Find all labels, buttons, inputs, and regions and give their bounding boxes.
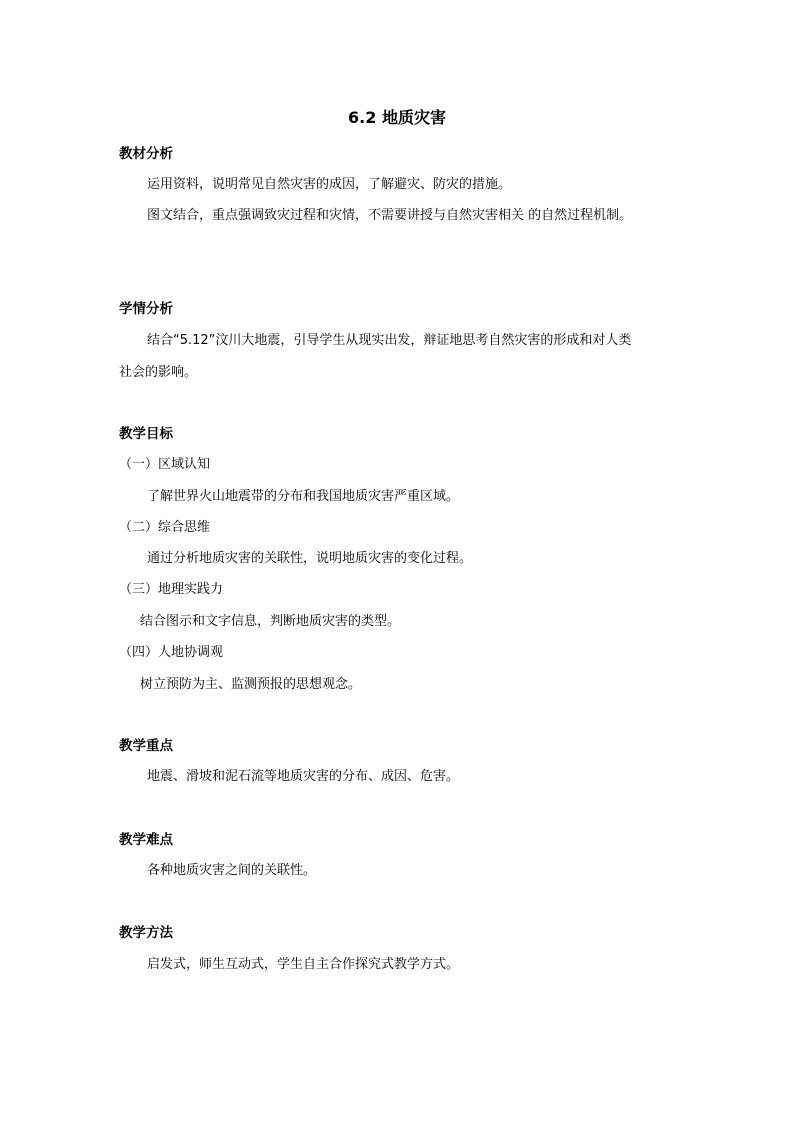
heading-key-points: 教学重点 <box>119 738 173 754</box>
students-paragraph-line-2: 社会的影响。 <box>119 365 198 380</box>
key-points-paragraph: 地震、滑坡和泥石流等地质灾害的分布、成因、危害。 <box>147 769 460 784</box>
heading-student-analysis: 学情分析 <box>119 301 173 317</box>
textbook-paragraph-1: 运用资料，说明常见自然灾害的成因，了解避灾、防灾的措施。 <box>147 177 512 192</box>
heading-teaching-goals: 教学目标 <box>119 426 173 442</box>
textbook-paragraph-2: 图文结合，重点强调致灾过程和灾情，不需要讲授与自然灾害相关 的自然过程机制。 <box>147 208 633 223</box>
goal-text-region: 了解世界火山地震带的分布和我国地质灾害严重区域。 <box>147 489 460 504</box>
goal-label-harmony: （四）人地协调观 <box>119 645 224 660</box>
goal-text-thinking: 通过分析地质灾害的关联性，说明地质灾害的变化过程。 <box>147 551 473 566</box>
goal-label-region: （一）区域认知 <box>119 457 211 472</box>
goal-text-practice: 结合图示和文字信息，判断地质灾害的类型。 <box>140 614 401 629</box>
methods-paragraph: 启发式，师生互动式，学生自主合作探究式教学方式。 <box>147 957 460 972</box>
heading-difficulties: 教学难点 <box>119 832 173 848</box>
goal-text-harmony: 树立预防为主、监测预报的思想观念。 <box>140 677 362 692</box>
students-paragraph-line-1: 结合“5.12”汶川大地震，引导学生从现实出发，辩证地思考自然灾害的形成和对人类 <box>147 333 632 348</box>
heading-textbook-analysis: 教材分析 <box>119 146 173 162</box>
difficulties-paragraph: 各种地质灾害之间的关联性。 <box>147 863 317 878</box>
goal-label-practice: （三）地理实践力 <box>119 582 224 597</box>
document-title: 6.2 地质灾害 <box>348 108 446 127</box>
heading-methods: 教学方法 <box>119 925 173 941</box>
goal-label-thinking: （二）综合思维 <box>119 520 211 535</box>
